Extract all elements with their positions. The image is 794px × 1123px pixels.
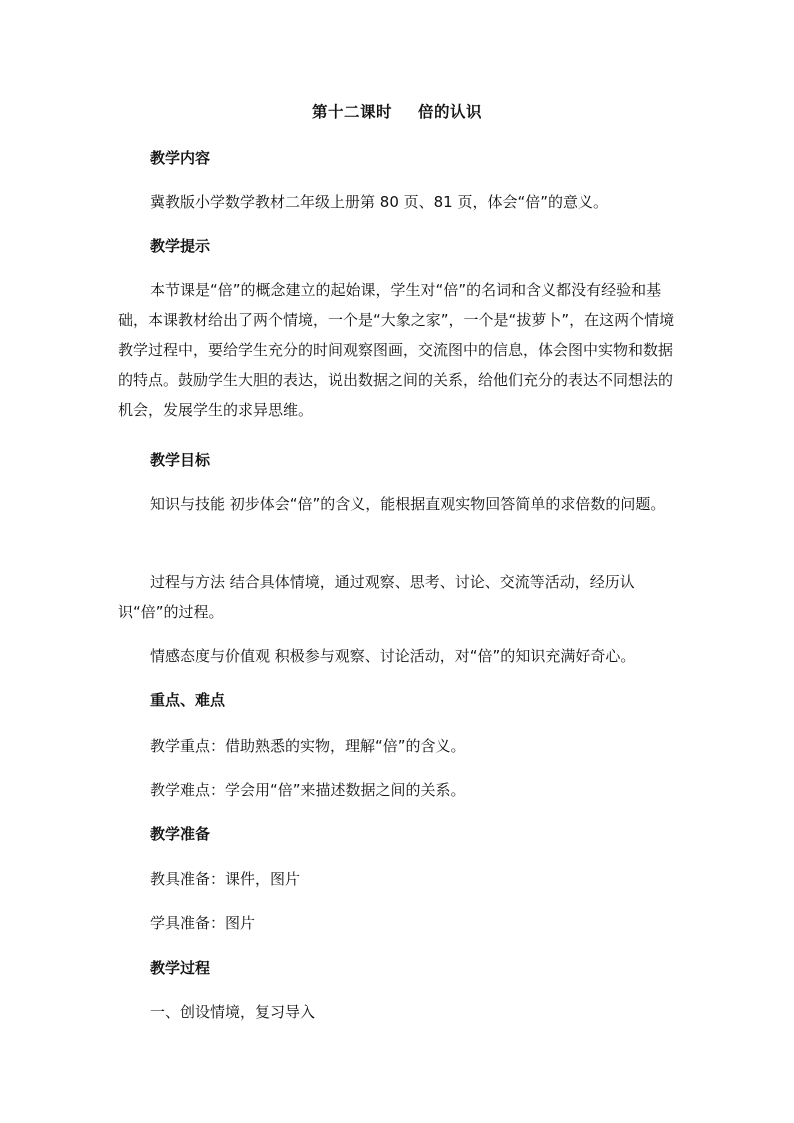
lesson-topic: 倍的认识 [418,103,483,121]
goal-process: 过程与方法 结合具体情境，通过观察、思考、讨论、交流等活动，经历认识“倍”的过程。 [118,573,635,621]
tips-paragraph: 本节课是“倍”的概念建立的起始课，学生对“倍”的名词和含义都没有经验和基础，本课教材给出了两个情境，一个是“大象之家”，一个是“拔萝卜”，在这两个情境教学过程中，要给学生充分的时间观察图画，交流图中的信息，体会图中实物和数据的特点。鼓励学生大胆的表达，说出数据之间的关系，给他们充分的表达不同想法的机会，发展学生的求异思维。 [118,281,675,419]
student-prep: 学具准备：图片 [150,914,256,932]
goal-knowledge: 知识与技能 初步体会“倍”的含义，能根据直观实物回答简单的求倍数的问题。 [150,495,666,513]
page-title [0,100,794,122]
content-paragraph: 冀教版小学数学教材二年级上册第 80 页、81 页，体会“倍”的意义。 [150,193,609,211]
goal-attitude: 情感态度与价值观 积极参与观察、讨论活动，对“倍”的知识充满好奇心。 [150,647,636,665]
goals-heading: 教学目标 [150,451,211,469]
process-step-1: 一、创设情境，复习导入 [150,1003,316,1021]
lesson-number: 第十二课时 [311,103,392,121]
difficult-point: 教学难点：学会用“倍”来描述数据之间的关系。 [150,781,466,799]
process-heading: 教学过程 [150,959,211,977]
tips-heading: 教学提示 [150,237,211,255]
teacher-prep: 教具准备：课件，图片 [150,870,301,888]
key-point: 教学重点：借助熟悉的实物，理解“倍”的含义。 [150,737,466,755]
prep-heading: 教学准备 [150,825,211,843]
content-heading: 教学内容 [150,149,211,167]
key-heading: 重点、难点 [150,691,226,709]
